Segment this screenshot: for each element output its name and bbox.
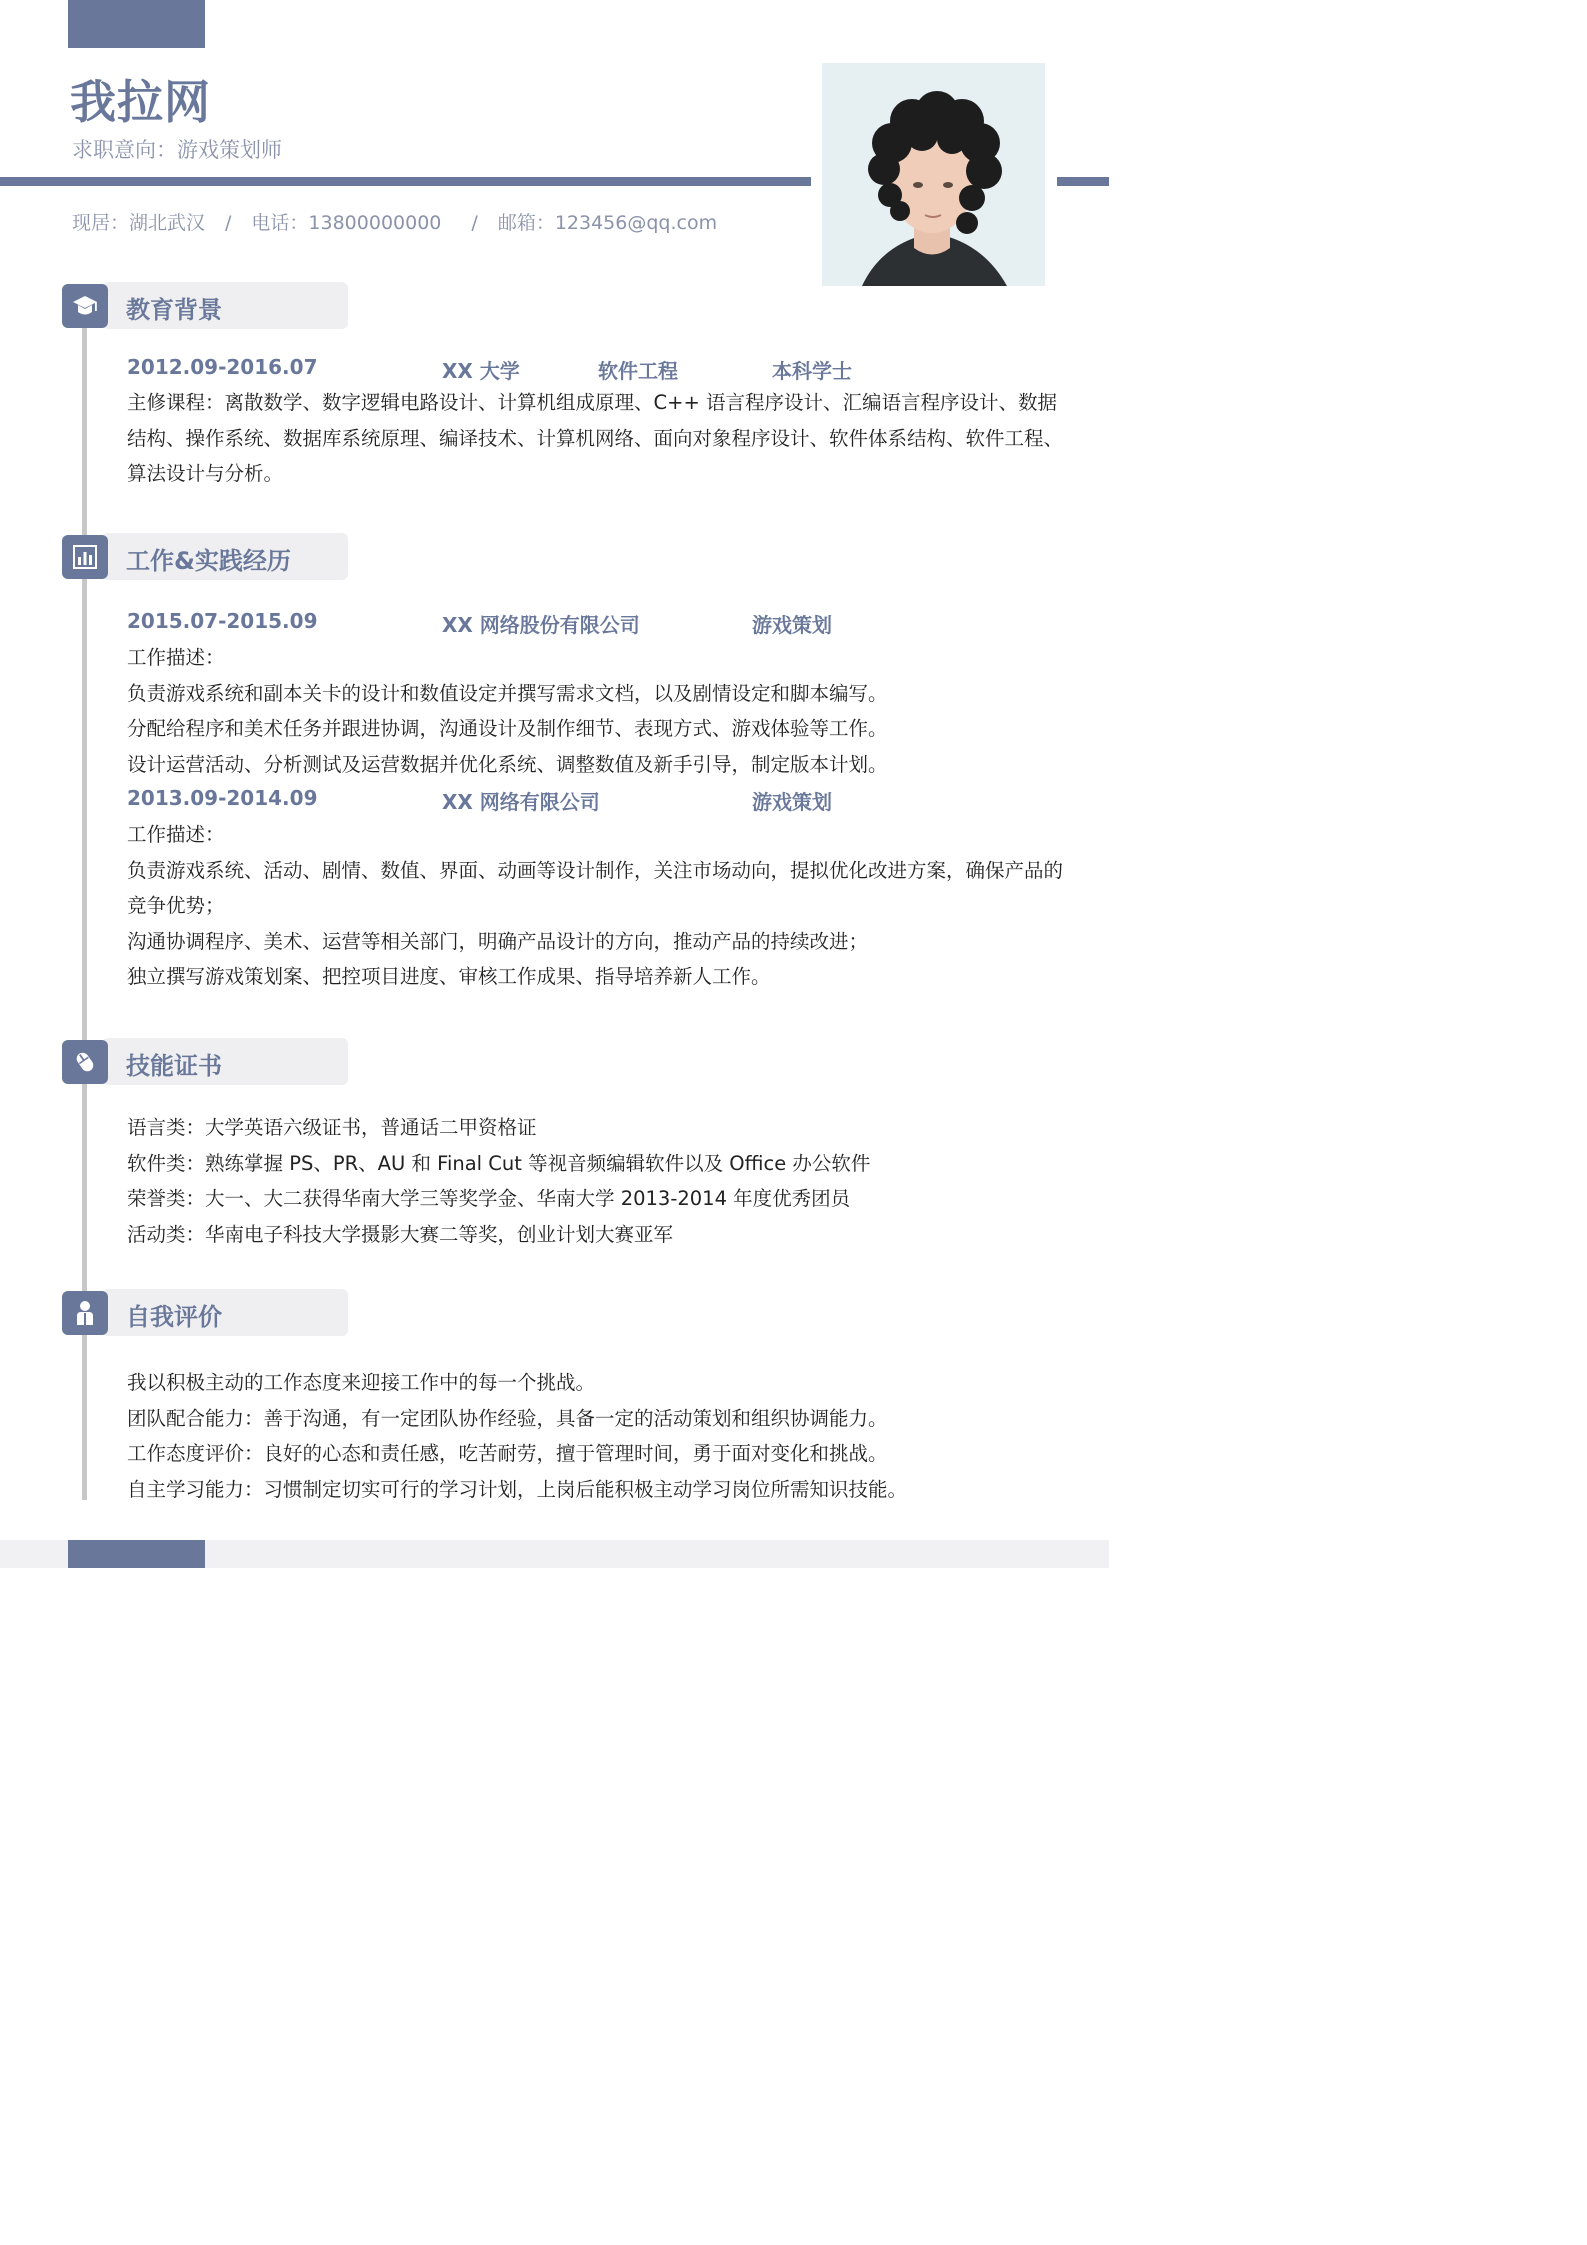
skill-line: 活动类：华南电子科技大学摄影大赛二等奖，创业计划大赛亚军 xyxy=(127,1222,674,1246)
education-major: 软件工程 xyxy=(598,359,678,383)
section-title: 教育背景 xyxy=(126,296,222,324)
job-desc-line: 负责游戏系统、活动、剧情、数值、界面、动画等设计制作，关注市场动向，提拟优化改进方案，确保产品的竞争优势； xyxy=(127,858,1064,917)
section-title: 自我评价 xyxy=(126,1303,222,1331)
skill-line: 荣誉类：大一、大二获得华南大学三等奖学金、华南大学 2013-2014 年度优秀团员 xyxy=(127,1187,851,1210)
education-courses xyxy=(127,385,1072,492)
graduation-cap-icon xyxy=(62,284,108,328)
job-desc-line: 负责游戏系统和副本关卡的设计和数值设定并撰写需求文档，以及剧情设定和脚本编写。 xyxy=(127,681,888,705)
job-period: 2013.09-2014.09 xyxy=(127,786,318,810)
job-desc-line: 沟通协调程序、美术、运营等相关部门，明确产品设计的方向，推动产品的持续改进； xyxy=(127,929,869,953)
job-intent: 求职意向：游戏策划师 xyxy=(72,138,282,162)
contact-phone: 电话：13800000000 xyxy=(251,212,442,234)
section-header-work xyxy=(62,533,348,580)
job-company: XX 网络股份有限公司 xyxy=(442,613,640,637)
self-eval-line: 我以积极主动的工作态度来迎接工作中的每一个挑战。 xyxy=(127,1371,596,1394)
person-icon xyxy=(62,1291,108,1335)
self-eval-line: 工作态度评价：良好的心态和责任感，吃苦耐劳，擅于管理时间，勇于面对变化和挑战。 xyxy=(127,1442,888,1465)
footer-accent-block xyxy=(68,1540,205,1568)
section-title: 工作&实践经历 xyxy=(126,547,291,575)
job-desc-line: 设计运营活动、分析测试及运营数据并优化系统、调整数值及新手引导，制定版本计划。 xyxy=(127,752,888,776)
header-accent-block xyxy=(68,0,205,48)
self-eval-line: 自主学习能力：习惯制定切实可行的学习计划，上岗后能积极主动学习岗位所需知识技能。 xyxy=(127,1477,908,1501)
work-entry-1 xyxy=(127,609,1027,635)
section-header-education xyxy=(62,282,348,329)
education-degree: 本科学士 xyxy=(772,359,852,383)
contact-separator: / xyxy=(225,212,232,234)
contact-info xyxy=(72,208,717,235)
header-divider-left xyxy=(0,177,811,186)
skill-line: 软件类：熟练掌握 PS、PR、AU 和 Final Cut 等视音频编辑软件以及 Office 办公软件 xyxy=(127,1151,871,1175)
job-company: XX 网络有限公司 xyxy=(442,790,600,814)
education-period: 2012.09-2016.07 xyxy=(127,355,318,379)
job-period: 2015.07-2015.09 xyxy=(127,609,318,633)
job-desc-line: 分配给程序和美术任务并跟进协调，沟通设计及制作细节、表现方式、游戏体验等工作。 xyxy=(127,717,888,740)
skill-line: 语言类：大学英语六级证书，普通话二甲资格证 xyxy=(127,1116,537,1139)
job-desc-label: 工作描述： xyxy=(127,823,225,846)
self-eval-list xyxy=(127,1365,1072,1507)
contact-email: 邮箱：123456@qq.com xyxy=(497,212,718,234)
job-role: 游戏策划 xyxy=(752,790,832,814)
courses-text: 主修课程：离散数学、数字逻辑电路设计、计算机组成原理、C++ 语言程序设计、汇编语言程序设计、数据结构、操作系统、数据库系统原理、编译技术、计算机网络、面向对象程序设计、软件体系结构、软件工程、算法设计与分析。 xyxy=(127,391,1064,485)
work-entry-2-desc xyxy=(127,817,1072,995)
education-entry xyxy=(127,355,1027,381)
section-title: 技能证书 xyxy=(126,1052,222,1080)
contact-separator: / xyxy=(471,212,478,234)
header-divider-right xyxy=(1057,177,1109,186)
bar-chart-icon xyxy=(62,535,108,579)
mouse-icon xyxy=(62,1040,108,1084)
candidate-name: 我拉网 xyxy=(70,75,211,129)
section-header-self-eval xyxy=(62,1289,348,1336)
job-desc-line: 独立撰写游戏策划案、把控项目进度、审核工作成果、指导培养新人工作。 xyxy=(127,965,771,988)
section-header-skills xyxy=(62,1038,348,1085)
contact-location: 现居：湖北武汉 xyxy=(72,212,206,234)
job-desc-label: 工作描述： xyxy=(127,646,225,669)
skills-list xyxy=(127,1110,1072,1252)
self-eval-line: 团队配合能力：善于沟通，有一定团队协作经验，具备一定的活动策划和组织协调能力。 xyxy=(127,1406,888,1430)
work-entry-1-desc xyxy=(127,640,1072,782)
profile-photo xyxy=(822,63,1045,286)
job-role: 游戏策划 xyxy=(752,613,832,637)
work-entry-2 xyxy=(127,786,1027,812)
education-school: XX 大学 xyxy=(442,359,520,383)
